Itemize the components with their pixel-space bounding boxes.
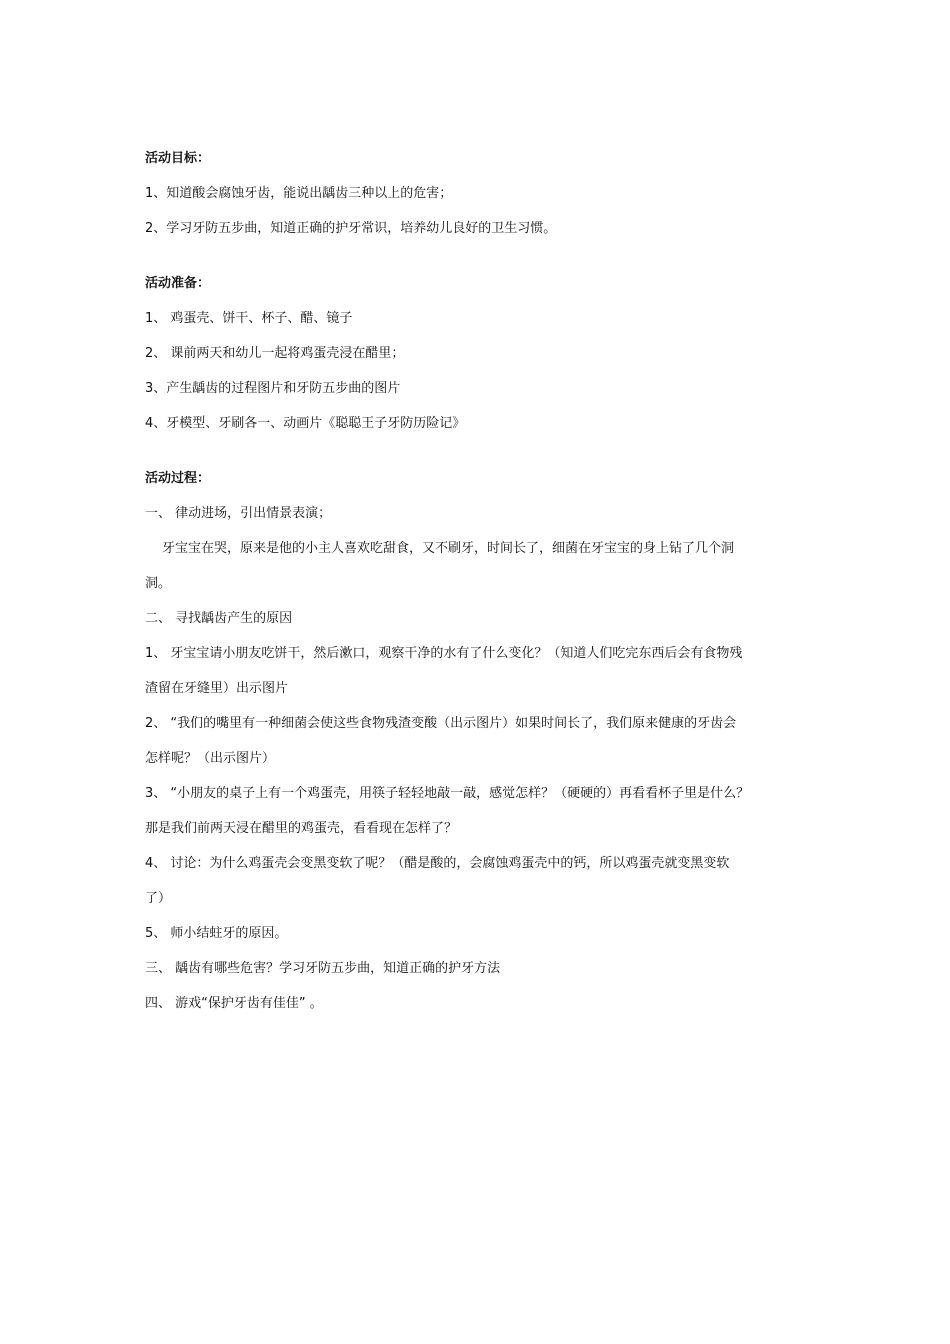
process-line: 怎样呢？（出示图片） <box>145 751 276 766</box>
prep-item: 3、产生龋齿的过程图片和牙防五步曲的图片 <box>145 381 401 396</box>
process-line: 牙宝宝在哭，原来是他的小主人喜欢吃甜食，又不刷牙，时间长了，细菌在牙宝宝的身上钻了几个洞 <box>162 541 735 556</box>
process-line: 二、 寻找龋齿产生的原因 <box>145 611 293 626</box>
process-line: 一、 律动进场，引出情景表演； <box>145 506 332 521</box>
process-line: 1、 牙宝宝请小朋友吃饼干，然后漱口，观察干净的水有了什么变化？（知道人们吃完东西后会有食物残 <box>145 646 743 661</box>
process-line: 3、 “小朋友的桌子上有一个鸡蛋壳，用筷子轻轻地敲一敲，感觉怎样？（硬硬的）再看看杯子里是什么？ <box>145 786 750 801</box>
prep-heading: 活动准备： <box>145 276 211 291</box>
goal-item: 2、学习牙防五步曲，知道正确的护牙常识，培养幼儿良好的卫生习惯。 <box>145 221 557 236</box>
prep-item: 4、牙模型、牙刷各一、动画片《聪聪王子牙防历险记》 <box>145 416 466 431</box>
prep-item: 2、 课前两天和幼儿一起将鸡蛋壳浸在醋里； <box>145 346 405 361</box>
process-line: 渣留在牙缝里）出示图片 <box>145 681 289 696</box>
process-line: 2、 “我们的嘴里有一种细菌会使这些食物残渣变酸（出示图片）如果时间长了，我们原来健康的牙齿会 <box>145 716 737 731</box>
process-line: 4、 讨论：为什么鸡蛋壳会变黑变软了呢？（醋是酸的，会腐蚀鸡蛋壳中的钙，所以鸡蛋壳就变黑变软 <box>145 856 730 871</box>
goal-item: 1、知道酸会腐蚀牙齿，能说出龋齿三种以上的危害； <box>145 186 453 201</box>
process-line: 了） <box>145 891 172 906</box>
process-heading: 活动过程： <box>145 471 211 486</box>
prep-item: 1、 鸡蛋壳、饼干、杯子、醋、镜子 <box>145 311 353 326</box>
process-line: 三、 龋齿有哪些危害？学习牙防五步曲，知道正确的护牙方法 <box>145 961 501 976</box>
process-line: 那是我们前两天浸在醋里的鸡蛋壳，看看现在怎样了？ <box>145 821 458 836</box>
process-line: 洞。 <box>145 576 172 591</box>
process-line: 四、 游戏“保护牙齿有佳佳” 。 <box>145 996 323 1011</box>
process-line: 5、 师小结蛀牙的原因。 <box>145 926 288 941</box>
goals-heading: 活动目标： <box>145 151 211 166</box>
